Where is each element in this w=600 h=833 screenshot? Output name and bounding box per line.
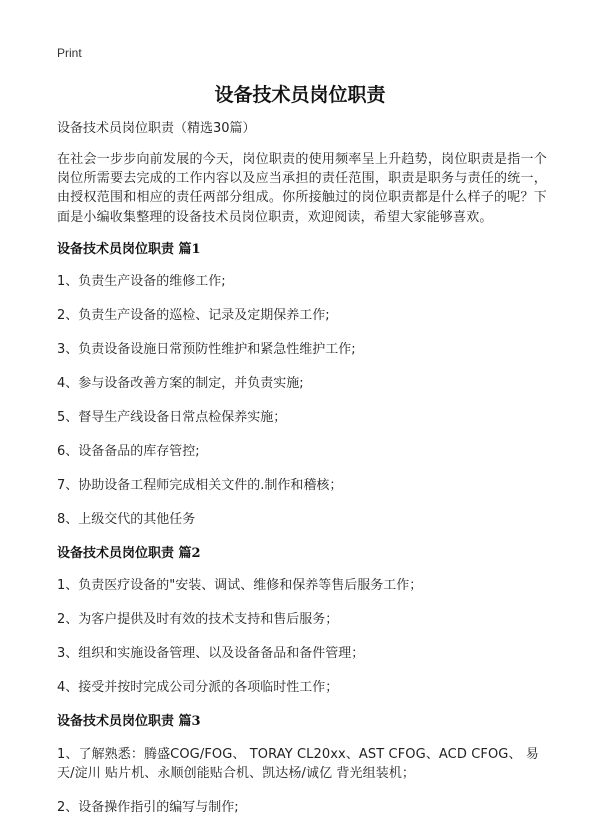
section-1: [57, 241, 547, 529]
section-title: 设备技术员岗位职责 篇2: [57, 545, 201, 561]
section-title: 设备技术员岗位职责 篇1: [57, 241, 201, 257]
list-item: 5、督导生产线设备日常点检保养实施；: [57, 409, 287, 425]
section-2: [57, 545, 547, 697]
list-item: 2、为客户提供及时有效的技术支持和售后服务；: [57, 611, 339, 627]
document-body: [57, 120, 547, 833]
list-item: 6、设备备品的库存管控;: [57, 443, 200, 459]
list-item: 3、组织和实施设备管理、以及设备备品和备件管理；: [57, 645, 365, 661]
list-item: 1、负责生产设备的维修工作;: [57, 273, 226, 289]
document-subtitle: 设备技术员岗位职责（精选30篇）: [57, 121, 256, 136]
section-3: [57, 713, 547, 817]
list-item: 7、协助设备工程师完成相关文件的.制作和稽核；: [57, 477, 343, 493]
list-item: 1、了解熟悉：腾盛COG/FOG、 TORAY CL20xx、AST CFOG、ACD CFOG、 易天/淀川 贴片机、永顺创能贴合机、凯达杨/诚亿 背光组装机；: [57, 746, 539, 781]
section-title: 设备技术员岗位职责 篇3: [57, 713, 201, 729]
list-item: 4、接受并按时完成公司分派的各项临时性工作；: [57, 679, 339, 695]
list-item: 1、负责医疗设备的"安装、调试、维修和保养等售后服务工作；: [57, 577, 423, 593]
list-item: 8、上级交代的其他任务: [57, 511, 196, 527]
intro-paragraph: 在社会一步步向前发展的今天，岗位职责的使用频率呈上升趋势，岗位职责是指一个岗位所需要去完成的工作内容以及应当承担的责任范围，职责是职务与责任的统一，由授权范围和相应的责任两部分组成。你所接触过的岗位职责都是什么样子的呢？下面是小编收集整理的设备技术员岗位职责，欢迎阅读，希望大家能够喜欢。: [57, 152, 547, 225]
list-item: 2、设备操作指引的编写与制作;: [57, 799, 239, 815]
list-item: 2、负责生产设备的巡检、记录及定期保养工作;: [57, 307, 330, 323]
print-link[interactable]: Print: [57, 46, 82, 60]
list-item: 4、参与设备改善方案的制定，并负责实施;: [57, 375, 304, 391]
document-title: 设备技术员岗位职责: [214, 84, 386, 106]
list-item: 3、负责设备设施日常预防性维护和紧急性维护工作;: [57, 341, 356, 357]
